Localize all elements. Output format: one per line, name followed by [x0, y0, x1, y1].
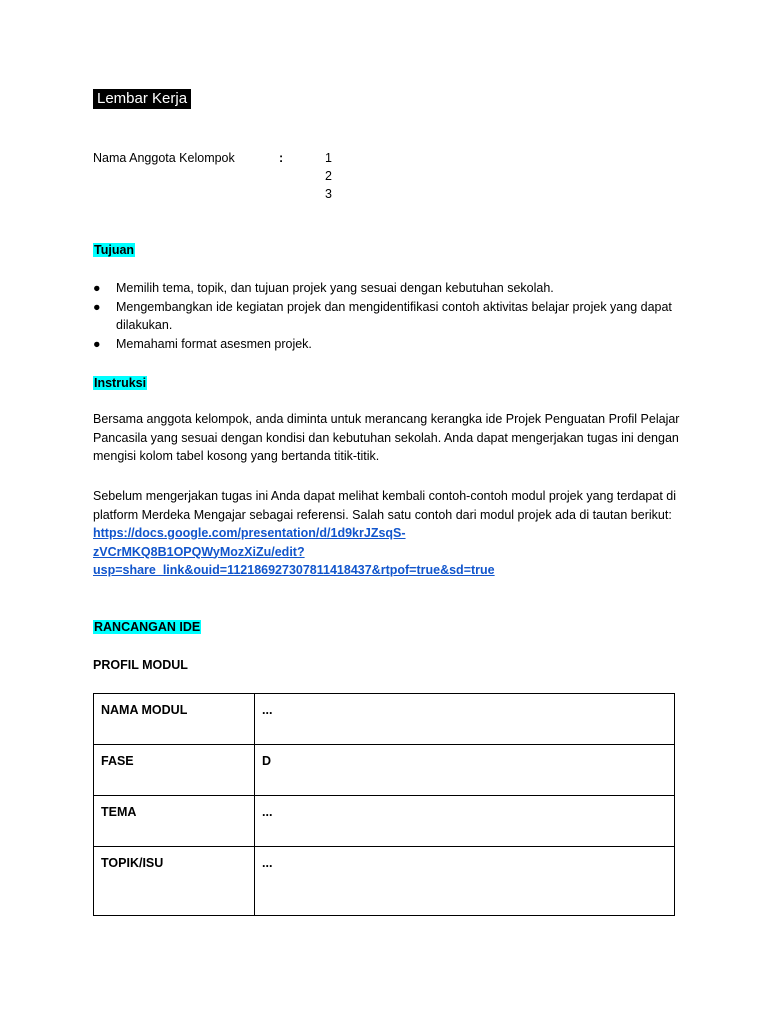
member-number-1: 1: [325, 151, 332, 165]
profile-table: [93, 693, 675, 916]
page-title: Lembar Kerja: [93, 89, 191, 109]
bullet-icon: ●: [93, 336, 101, 351]
bullet-icon: ●: [93, 299, 101, 314]
instruksi-paragraph-1: Bersama anggota kelompok, anda diminta untuk merancang kerangka ide Projek Penguatan Profil Pelajar Pancasila yang sesuai dengan kondisi dan kebutuhan sekolah. Anda dapat mengerjakan tugas ini dengan mengisi kolom tabel kosong yang bertanda titik-titik.: [93, 412, 680, 463]
members-label: Nama Anggota Kelompok: [93, 151, 235, 165]
table-row: [94, 796, 675, 847]
table-cell-label: TOPIK/ISU: [94, 847, 255, 916]
table-row: [94, 847, 675, 916]
list-item: [93, 335, 683, 354]
member-number-2: 2: [325, 169, 332, 183]
table-cell-label: FASE: [94, 745, 255, 796]
table-cell-value[interactable]: D: [255, 745, 675, 796]
members-colon: :: [279, 151, 284, 165]
list-item: [93, 298, 683, 335]
list-item-text: Mengembangkan ide kegiatan projek dan mengidentifikasi contoh aktivitas belajar projek yang dapat dilakukan.: [116, 299, 672, 332]
instruksi-heading-text: Instruksi: [94, 376, 147, 390]
rancangan-heading-text: RANCANGAN IDE: [94, 620, 201, 634]
instruksi-paragraph-2-text: Sebelum mengerjakan tugas ini Anda dapat melihat kembali contoh-contoh modul projek yang terdapat di platform Merdeka Mengajar sebagai referensi. Salah satu contoh dari modul projek ada di tautan berikut:: [93, 489, 677, 522]
bullet-icon: ●: [93, 281, 101, 295]
member-number-3: 3: [325, 187, 332, 201]
list-item: [93, 279, 683, 298]
presentation-link[interactable]: https://docs.google.com/presentation/d/1d9krJZsqS- zVCrMKQ8B1OPQWyMozXiZu/edit? usp=share_link&ouid=112186927307811418437&rtpof=true&sd=true: [93, 526, 495, 577]
profil-modul-heading: PROFIL MODUL: [93, 658, 188, 672]
list-item-text: Memilih tema, topik, dan tujuan projek yang sesuai dengan kebutuhan sekolah.: [116, 281, 554, 295]
table-cell-value[interactable]: ...: [255, 694, 675, 745]
instruksi-heading: [93, 374, 147, 393]
table-cell-label: NAMA MODUL: [94, 694, 255, 745]
rancangan-heading: [93, 618, 201, 637]
table-row: [94, 694, 675, 745]
tujuan-list: [93, 279, 683, 353]
tujuan-heading-text: Tujuan: [94, 243, 135, 257]
table-row: [94, 745, 675, 796]
table-cell-label: TEMA: [94, 796, 255, 847]
table-cell-value[interactable]: ...: [255, 847, 675, 916]
instruksi-paragraph-2: [93, 487, 683, 580]
list-item-text: Memahami format asesmen projek.: [116, 336, 312, 351]
tujuan-heading: [93, 241, 135, 260]
table-cell-value[interactable]: ...: [255, 796, 675, 847]
